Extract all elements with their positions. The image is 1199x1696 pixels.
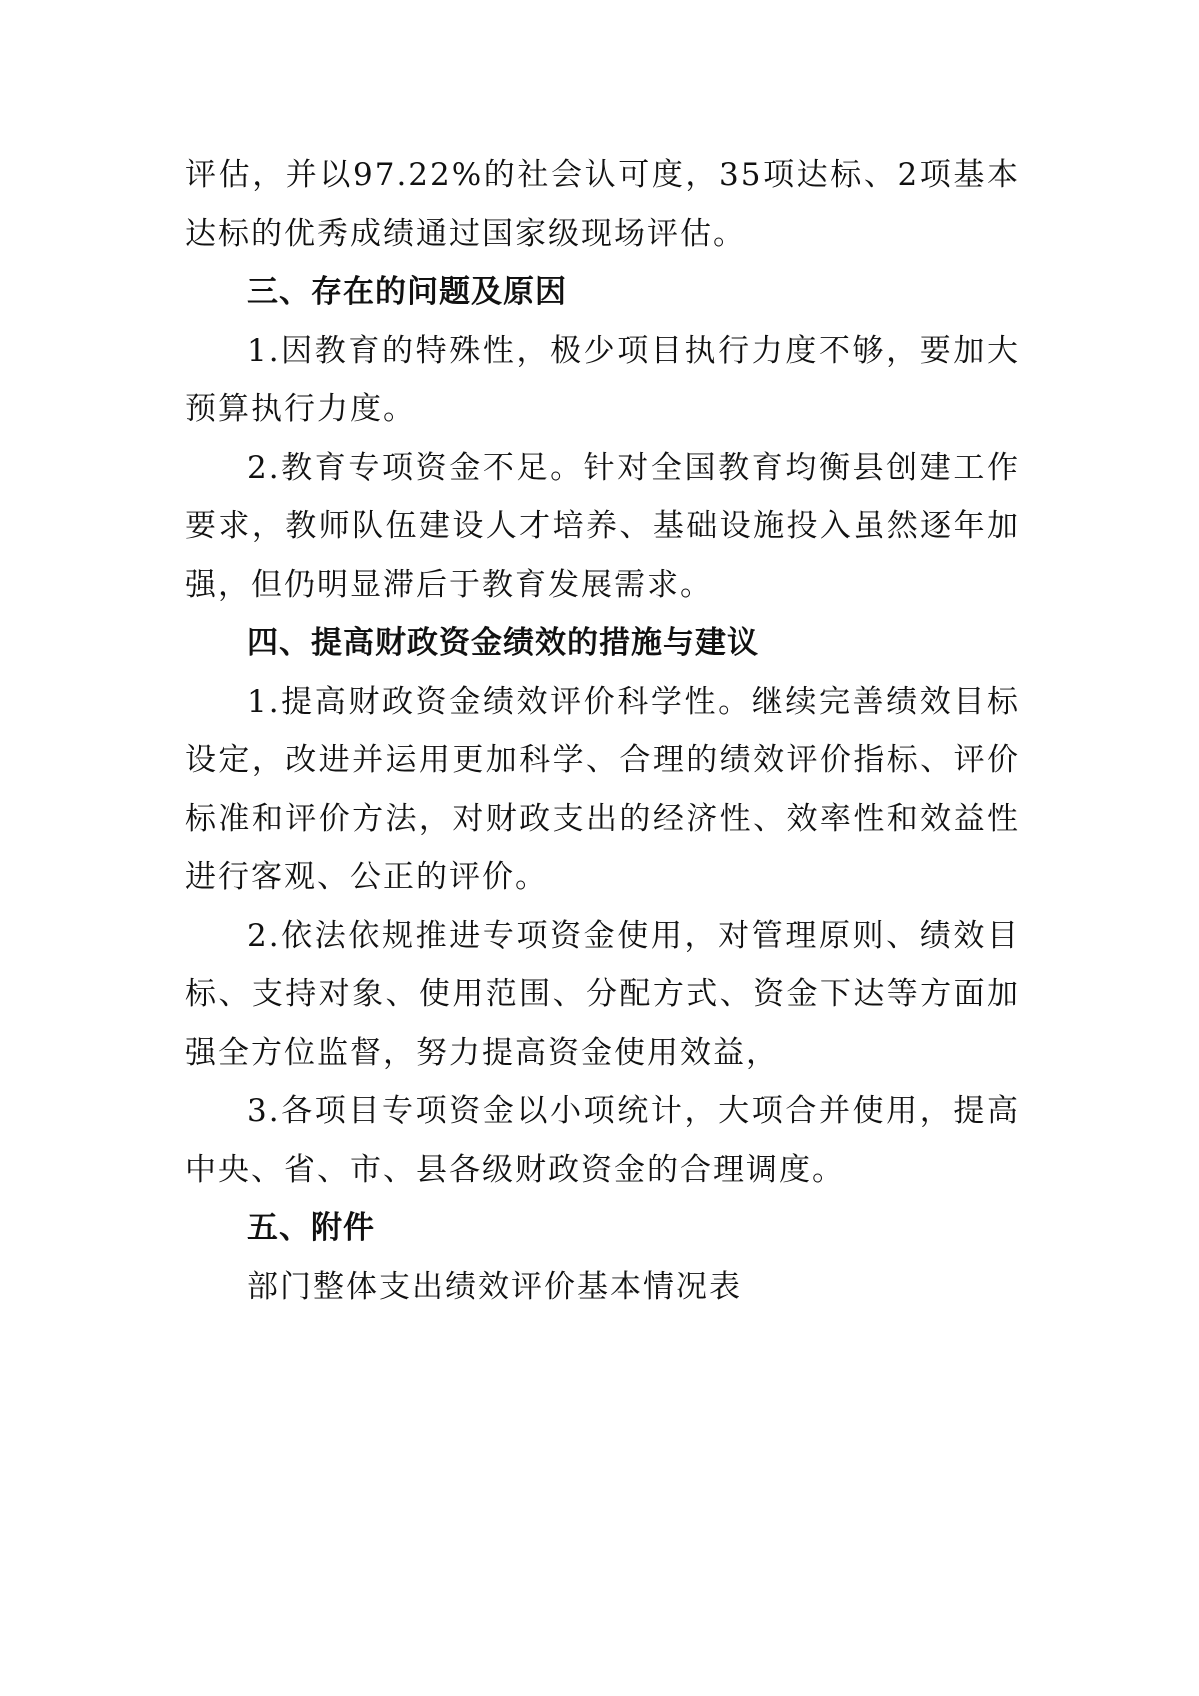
measure-item-3: 3.各项目专项资金以小项统计，大项合并使用，提高中央、省、市、县各级财政资金的合理调度。 [185, 1093, 1020, 1188]
attachment-title: 部门整体支出绩效评价基本情况表 [247, 1268, 742, 1305]
section-heading-attachment: 五、附件 [247, 1210, 375, 1246]
problem-item-2: 2.教育专项资金不足。针对全国教育均衡县创建工作要求，教师队伍建设人才培养、基础设施投入虽然逐年加强，但仍明显滞后于教育发展需求。 [185, 449, 1020, 603]
problem-item-1: 1.因教育的特殊性，极少项目执行力度不够，要加大预算执行力度。 [185, 332, 1020, 427]
continuation-paragraph: 评估，并以97.22%的社会认可度，35项达标、2项基本达标的优秀成绩通过国家级现场评估。 [185, 157, 1020, 252]
measure-item-2: 2.依法依规推进专项资金使用，对管理原则、绩效目标、支持对象、使用范围、分配方式、资金下达等方面加强全方位监督，努力提高资金使用效益， [185, 917, 1020, 1071]
measure-item-1: 1.提高财政资金绩效评价科学性。继续完善绩效目标设定，改进并运用更加科学、合理的绩效评价指标、评价标准和评价方法，对财政支出的经济性、效率性和效益性进行客观、公正的评价。 [185, 683, 1020, 895]
section-heading-measures: 四、提高财政资金绩效的措施与建议 [247, 625, 759, 661]
document-body [185, 146, 1020, 1316]
section-heading-problems: 三、存在的问题及原因 [247, 274, 567, 310]
